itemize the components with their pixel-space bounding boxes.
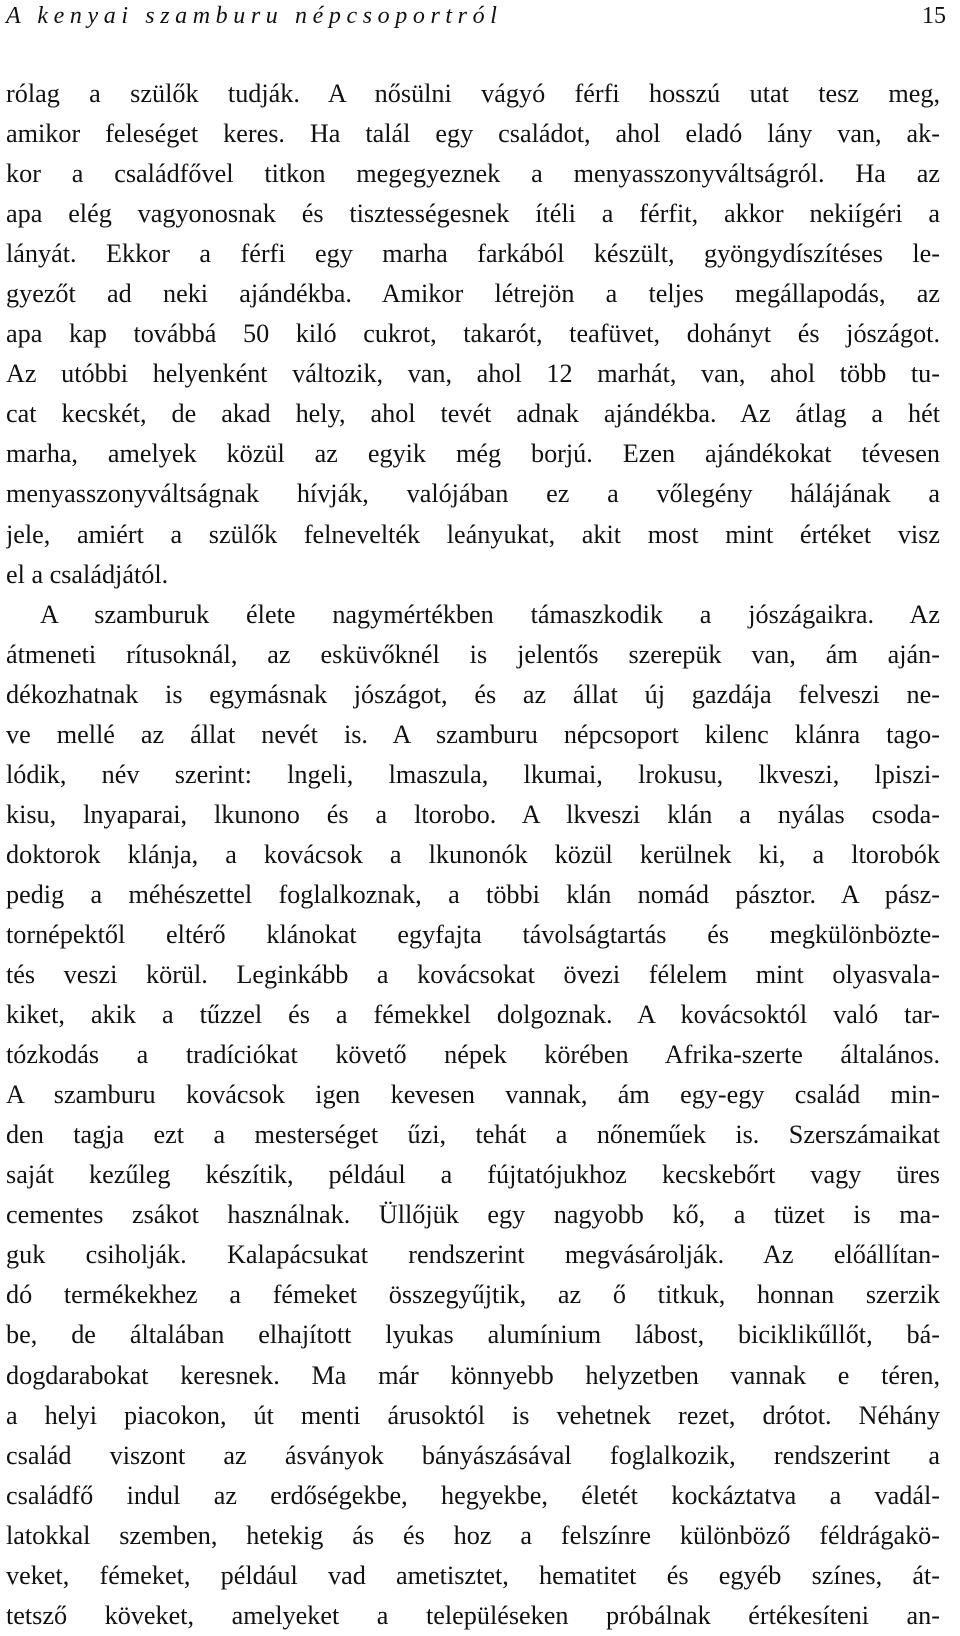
text-line: tetsző köveket, amelyeket a településeken próbálnak értékesíteni an- (6, 1600, 940, 1630)
text-line: A szamburu kovácsok igen kevesen vannak, ám egy-egy család min- (6, 1080, 940, 1110)
text-line: rólag a szülők tudják. A nősülni vágyó férfi hosszú utat tesz meg, (6, 79, 940, 108)
text-line: kisu, lnyaparai, lkunono és a ltorobo. A lkveszi klán a nyálas csoda- (6, 799, 940, 829)
text-line: kiket, akik a tűzzel és a fémekkel dolgoznak. A kovácsoktól való tar- (6, 1000, 940, 1030)
text-line: cat kecskét, de akad hely, ahol tevét adnak ajándékba. Az átlag a hét (6, 399, 940, 429)
text-line: dó termékekhez a fémeket összegyűjtik, az ő titkuk, honnan szerzik (6, 1280, 940, 1310)
text-line: doktorok klánja, a kovácsok a lkunonók közül kerülnek ki, a ltorobók (6, 839, 940, 869)
text-line: marha, amelyek közül az egyik még borjú. Ezen ajándékokat tévesen (6, 439, 940, 469)
text-line: tózkodás a tradíciókat követő népek körében Afrika-szerte általános. (6, 1040, 940, 1070)
text-line: den tagja ezt a mesterséget űzi, tehát a nőneműek is. Szerszámaikat (6, 1120, 940, 1150)
text-line: apa elég vagyonosnak és tisztességesnek ítéli a férfit, akkor nekiígéri a (6, 199, 940, 229)
text-line: tés veszi körül. Leginkább a kovácsokat övezi félelem mint olyasvala- (6, 960, 940, 990)
paragraph-first-line: A szamburuk élete nagymértékben támaszkodik a jószágaikra. Az (40, 599, 940, 629)
text-line: amikor feleséget keres. Ha talál egy családot, ahol eladó lány van, ak- (6, 119, 940, 149)
text-line: kor a családfővel titkon megegyeznek a menyasszonyváltságról. Ha az (6, 159, 940, 189)
text-line: átmeneti rítusoknál, az esküvőknél is jelentős szerepük van, ám aján- (6, 639, 940, 669)
page-number: 15 (922, 3, 946, 29)
text-line: pedig a méhészettel foglalkoznak, a többi klán nomád pásztor. A pász- (6, 879, 940, 909)
text-line: Az utóbbi helyenként változik, van, ahol 12 marhát, van, ahol több tu- (6, 359, 940, 389)
text-line: jele, amiért a szülők felnevelték leányukat, akit most mint értéket visz (6, 519, 940, 549)
body-text (6, 74, 940, 1636)
text-line: veket, fémeket, például vad ametisztet, hematitet és egyéb színes, át- (6, 1560, 940, 1590)
running-header (6, 0, 946, 30)
text-line: dékozhatnak is egymásnak jószágot, és az állat új gazdája felveszi ne- (6, 679, 940, 709)
text-line: család viszont az ásványok bányászásával foglalkozik, rendszerint a (6, 1440, 940, 1470)
text-line: tornépektől eltérő klánokat egyfajta távolságtartás és megkülönbözte- (6, 919, 940, 949)
text-line: latokkal szemben, hetekig ás és hoz a felszínre különböző féldrágakö- (6, 1520, 940, 1550)
text-line: saját kezűleg készítik, például a fújtatójukhoz kecskebőrt vagy üres (6, 1160, 940, 1190)
text-line: dogdarabokat keresnek. Ma már könnyebb helyzetben vannak e téren, (6, 1360, 940, 1390)
text-line: a helyi piacokon, út menti árusoktól is vehetnek rezet, drótot. Néhány (6, 1400, 940, 1430)
text-line: családfő indul az erdőségekbe, hegyekbe, életét kockáztatva a vadál- (6, 1480, 940, 1510)
text-line: apa kap továbbá 50 kiló cukrot, takarót, teafüvet, dohányt és jószágot. (6, 319, 940, 349)
text-line: cementes zsákot használnak. Üllőjük egy nagyobb kő, a tüzet is ma- (6, 1200, 940, 1230)
text-line: lányát. Ekkor a férfi egy marha farkából készült, gyöngydíszítéses le- (6, 239, 940, 269)
text-line: guk csiholják. Kalapácsukat rendszerint megvásárolják. Az előállítan- (6, 1240, 940, 1270)
text-line: menyasszonyváltságnak hívják, valójában ez a vőlegény hálájának a (6, 479, 940, 509)
running-header-title: A kenyai szamburu népcsoportról (6, 3, 503, 29)
text-line: be, de általában elhajított lyukas alumínium lábost, biciklikűllőt, bá- (6, 1320, 940, 1350)
text-line: gyezőt ad neki ajándékba. Amikor létrejön a teljes megállapodás, az (6, 279, 940, 309)
text-line: ve mellé az állat nevét is. A szamburu népcsoport kilenc klánra tago- (6, 719, 940, 749)
text-line: lódik, név szerint: lngeli, lmaszula, lkumai, lrokusu, lkveszi, lpiszi- (6, 759, 940, 789)
paragraph-end-line: el a családjától. (6, 559, 169, 589)
